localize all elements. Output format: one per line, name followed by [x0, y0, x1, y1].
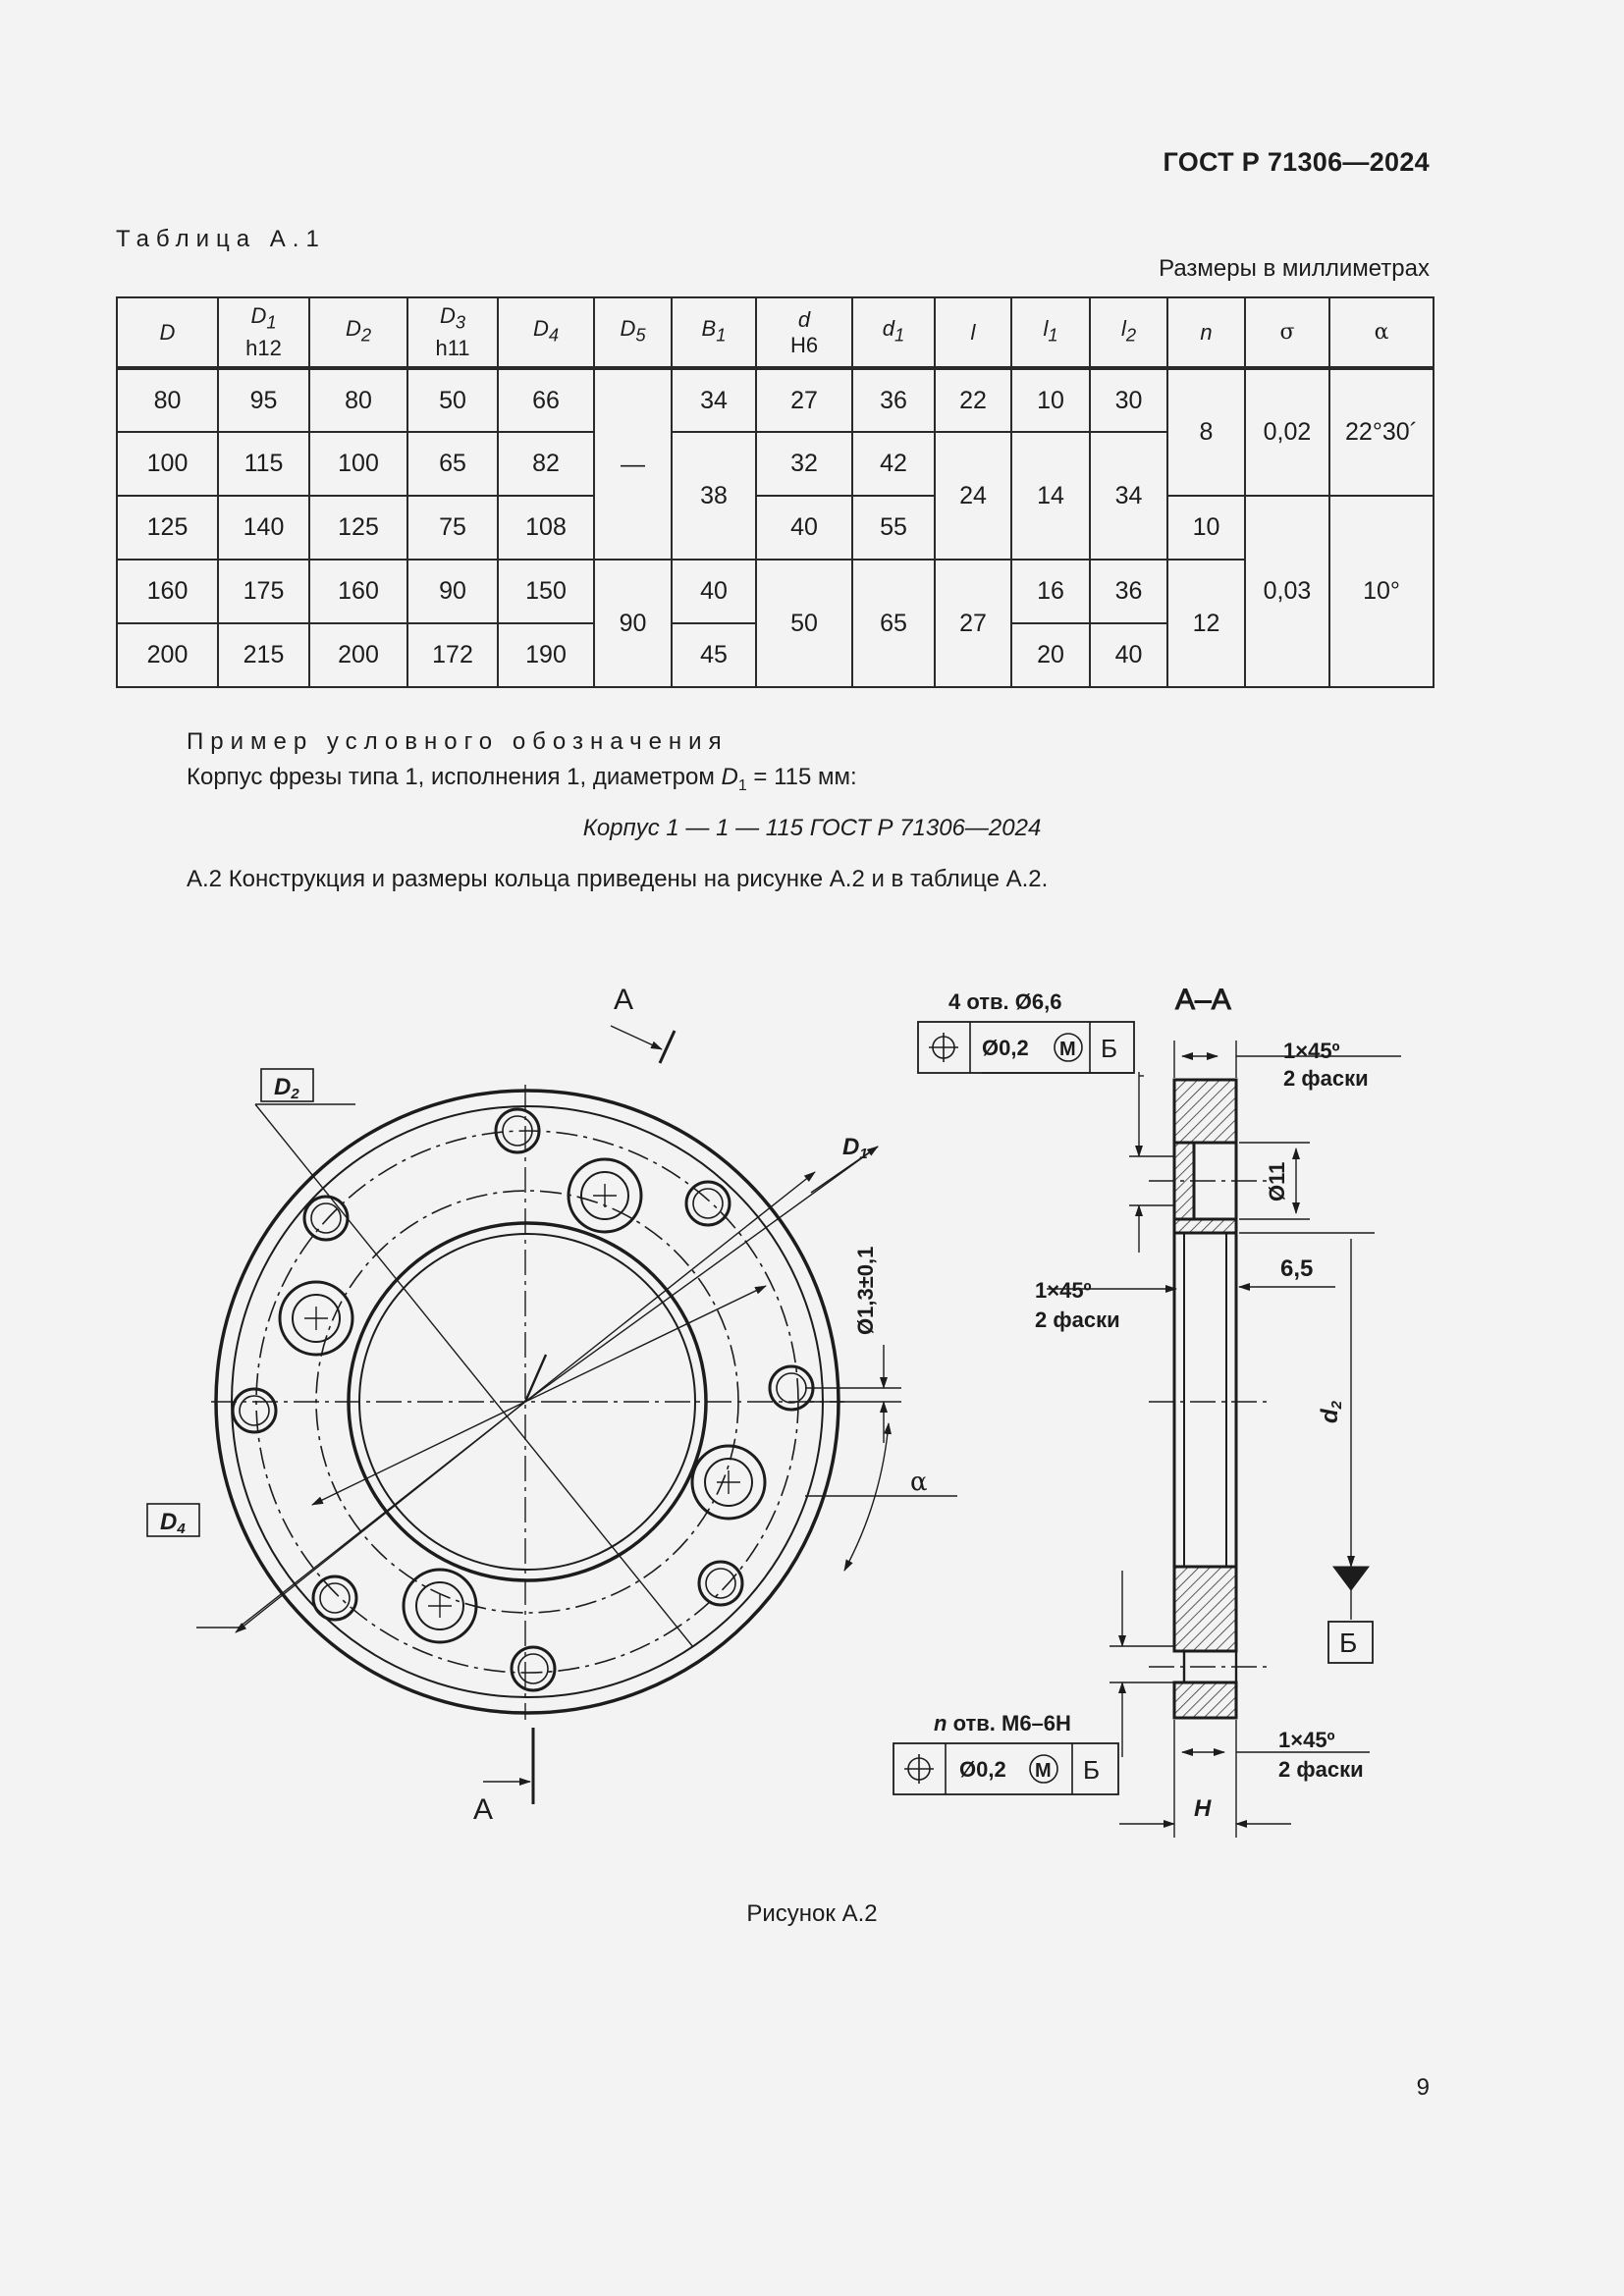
column-symbol: D — [439, 303, 456, 329]
column-tolerance: h12 — [245, 335, 282, 360]
table-cell: 27 — [935, 560, 1011, 687]
table-cell: 175 — [218, 560, 309, 623]
table-cell: 34 — [672, 368, 756, 432]
column-header — [1011, 297, 1090, 368]
example-designation: Корпус 1 — 1 — 115 ГОСТ Р 71306—2024 — [582, 815, 1042, 841]
threaded-hole — [304, 1197, 348, 1240]
column-subscript: 2 — [360, 324, 372, 346]
column-symbol: D — [532, 316, 549, 342]
d2-label: D2 — [274, 1074, 299, 1102]
section-upper-outer — [1174, 1080, 1236, 1143]
column-header — [309, 297, 407, 368]
section-mark-bottom: А — [473, 1793, 494, 1826]
dimensions-table — [116, 296, 1435, 688]
table-cell: 34 — [1090, 432, 1167, 560]
clearance-hole — [692, 1446, 765, 1519]
table-cell: — — [594, 368, 672, 560]
table-cell: 50 — [407, 368, 498, 432]
figure-caption: Рисунок А.2 — [746, 1900, 878, 1927]
table-cell: 0,03 — [1245, 496, 1329, 687]
hole-note-bottom: n отв. М6–6Н — [934, 1711, 1071, 1735]
d3-leader — [525, 1286, 766, 1402]
threaded-hole — [699, 1562, 742, 1605]
table-cell: 90 — [594, 560, 672, 687]
threaded-hole — [686, 1182, 730, 1225]
threaded-holes — [233, 1109, 813, 1690]
table-cell: 45 — [672, 623, 756, 687]
column-header — [852, 297, 935, 368]
table-cell: 24 — [935, 432, 1011, 560]
tolerance-frame-bottom — [893, 1711, 1118, 1794]
standard-header: ГОСТ Р 71306—2024 — [1163, 147, 1430, 177]
table-cell: 50 — [756, 560, 852, 687]
tol-value-top: Ø0,2 — [982, 1036, 1029, 1060]
tol-value-bottom: Ø0,2 — [959, 1757, 1006, 1782]
dimension-leaders — [196, 1104, 878, 1647]
datum-symbol — [1328, 1567, 1373, 1663]
units-note: Размеры в миллиметрах — [1159, 255, 1430, 282]
tolerance-frame-top — [918, 989, 1134, 1073]
table-cell: 16 — [1011, 560, 1090, 623]
table-cell: 32 — [756, 432, 852, 496]
table-cell: 22 — [935, 368, 1011, 432]
datum-ref-bottom: Б — [1083, 1755, 1101, 1785]
table-cell: 20 — [1011, 623, 1090, 687]
mmc-label-top: M — [1059, 1039, 1076, 1060]
table-row — [117, 368, 1434, 432]
column-header — [1245, 297, 1329, 368]
dim-65-label: 6,5 — [1280, 1255, 1314, 1282]
datum-ref-top: Б — [1101, 1034, 1118, 1063]
table-cell: 65 — [407, 432, 498, 496]
column-symbol: D — [250, 303, 267, 329]
chamfer-label-bottom: 1×45º — [1278, 1728, 1335, 1752]
chamfer-label-mid: 1×45º — [1035, 1278, 1092, 1303]
table-cell: 125 — [117, 496, 218, 560]
table-cell: 115 — [218, 432, 309, 496]
column-header — [1167, 297, 1245, 368]
front-view-labels — [147, 984, 928, 1826]
section-title: А–А — [1175, 984, 1231, 1016]
table-cell: 27 — [756, 368, 852, 432]
d4-label: D4 — [160, 1509, 186, 1537]
chamfer-count-top: 2 фаски — [1283, 1066, 1369, 1091]
column-symbol: d — [882, 316, 895, 342]
column-symbol: l — [1120, 316, 1126, 342]
table-cell: 40 — [756, 496, 852, 560]
column-header — [1090, 297, 1167, 368]
bore-contour — [349, 1223, 706, 1580]
table-cell: 30 — [1090, 368, 1167, 432]
table-cell: 160 — [309, 560, 407, 623]
column-symbol: D — [345, 316, 361, 342]
table-cell: 100 — [309, 432, 407, 496]
example-text — [187, 764, 857, 795]
table-row — [117, 496, 1434, 560]
table-cell: 36 — [852, 368, 935, 432]
chamfer-label-top: 1×45º — [1283, 1039, 1340, 1063]
section-marks — [483, 1026, 675, 1804]
table-cell: 200 — [309, 623, 407, 687]
table-cell: 140 — [218, 496, 309, 560]
column-symbol: α — [1374, 320, 1389, 345]
column-subscript: 1 — [894, 324, 905, 346]
table-cell: 36 — [1090, 560, 1167, 623]
section-mark-top: А — [614, 984, 634, 1016]
table-cell: 65 — [852, 560, 935, 687]
table-cell: 55 — [852, 496, 935, 560]
dim-d11-label: Ø11 — [1265, 1161, 1289, 1201]
table-header-row — [117, 297, 1434, 368]
table-cell: 0,02 — [1245, 368, 1329, 496]
chamfer-count-mid: 2 фаски — [1035, 1308, 1120, 1332]
table-cell: 172 — [407, 623, 498, 687]
table-cell: 38 — [672, 432, 756, 560]
table-cell: 8 — [1167, 368, 1245, 496]
clearance-hole — [568, 1159, 641, 1232]
threaded-hole — [233, 1389, 276, 1432]
threaded-hole — [496, 1109, 539, 1152]
column-header — [498, 297, 594, 368]
column-subscript: 1 — [266, 311, 277, 333]
clause-a2: А.2 Конструкция и размеры кольца приведены на рисунке А.2 и в таблице А.2. — [187, 866, 1049, 892]
column-symbol: l — [970, 319, 976, 345]
table-cell: 10° — [1329, 496, 1434, 687]
outer-chamfer-contour — [232, 1106, 823, 1697]
table-cell: 95 — [218, 368, 309, 432]
table-cell: 215 — [218, 623, 309, 687]
column-header — [407, 297, 498, 368]
table-cell: 42 — [852, 432, 935, 496]
table-row — [117, 560, 1434, 623]
table-cell: 12 — [1167, 560, 1245, 687]
column-header — [117, 297, 218, 368]
column-header — [672, 297, 756, 368]
column-header — [756, 297, 852, 368]
table-cell: 150 — [498, 560, 594, 623]
page-number: 9 — [1416, 2074, 1430, 2101]
example-symbol: D — [721, 764, 738, 790]
table-cell: 125 — [309, 496, 407, 560]
table-cell: 80 — [309, 368, 407, 432]
position-icon — [904, 1754, 934, 1784]
d1-label: D1 — [842, 1134, 868, 1162]
table-cell: 160 — [117, 560, 218, 623]
column-symbol: l — [1043, 316, 1049, 342]
column-symbol: σ — [1279, 320, 1295, 345]
table-cell: 10 — [1011, 368, 1090, 432]
clearance-hole — [280, 1282, 352, 1355]
table-caption: Таблица А.1 — [116, 226, 326, 252]
section-lower — [1174, 1567, 1236, 1651]
column-tolerance: h11 — [435, 335, 470, 360]
table-cell: 40 — [672, 560, 756, 623]
dim-d2-label: d2 — [1317, 1400, 1345, 1423]
table-cell: 82 — [498, 432, 594, 496]
datum-label: Б — [1339, 1628, 1358, 1658]
column-header — [594, 297, 672, 368]
hole-note-top: 4 отв. Ø6,6 — [948, 989, 1062, 1014]
column-subscript: 4 — [548, 324, 560, 346]
threaded-hole — [313, 1576, 356, 1620]
mmc-label-bottom: M — [1035, 1760, 1052, 1782]
table-cell: 200 — [117, 623, 218, 687]
column-tolerance: H6 — [789, 332, 819, 357]
column-symbol: D — [620, 316, 636, 342]
table-cell: 10 — [1167, 496, 1245, 560]
column-subscript: 2 — [1125, 324, 1137, 346]
example-subscript: 1 — [737, 776, 747, 794]
alpha-label: α — [910, 1468, 928, 1497]
example-text-after: = 115 мм: — [746, 764, 857, 790]
table-cell: 190 — [498, 623, 594, 687]
table-cell: 100 — [117, 432, 218, 496]
table-cell: 40 — [1090, 623, 1167, 687]
d2-leader — [255, 1104, 693, 1647]
chamfer-count-bottom: 2 фаски — [1278, 1757, 1364, 1782]
clearance-hole — [404, 1570, 476, 1642]
table-cell: 90 — [407, 560, 498, 623]
column-symbol: d — [797, 306, 811, 332]
example-heading: Пример условного обозначения — [187, 728, 729, 755]
position-icon — [929, 1033, 958, 1062]
table-cell: 108 — [498, 496, 594, 560]
column-symbol: B — [701, 316, 717, 342]
table-cell: 66 — [498, 368, 594, 432]
dim-h-label: H — [1194, 1795, 1212, 1822]
table-body — [117, 368, 1434, 687]
column-subscript: 1 — [716, 324, 727, 346]
column-subscript: 5 — [635, 324, 646, 346]
column-subscript: 3 — [455, 311, 466, 333]
angle-dim — [805, 1423, 957, 1571]
table-cell: 22°30´ — [1329, 368, 1434, 496]
column-symbol: D — [159, 319, 176, 345]
column-subscript: 1 — [1048, 324, 1058, 346]
column-header — [1329, 297, 1434, 368]
table-cell: 14 — [1011, 432, 1090, 560]
ring-drawing — [0, 942, 1624, 1885]
column-header — [935, 297, 1011, 368]
threaded-hole — [512, 1647, 555, 1690]
pos-tol-dim-label: Ø1,3±0,1 — [853, 1246, 878, 1335]
column-symbol: n — [1200, 319, 1213, 345]
table-cell: 80 — [117, 368, 218, 432]
column-header — [218, 297, 309, 368]
example-text-before: Корпус фрезы типа 1, исполнения 1, диаметром — [187, 764, 722, 790]
table-cell: 75 — [407, 496, 498, 560]
